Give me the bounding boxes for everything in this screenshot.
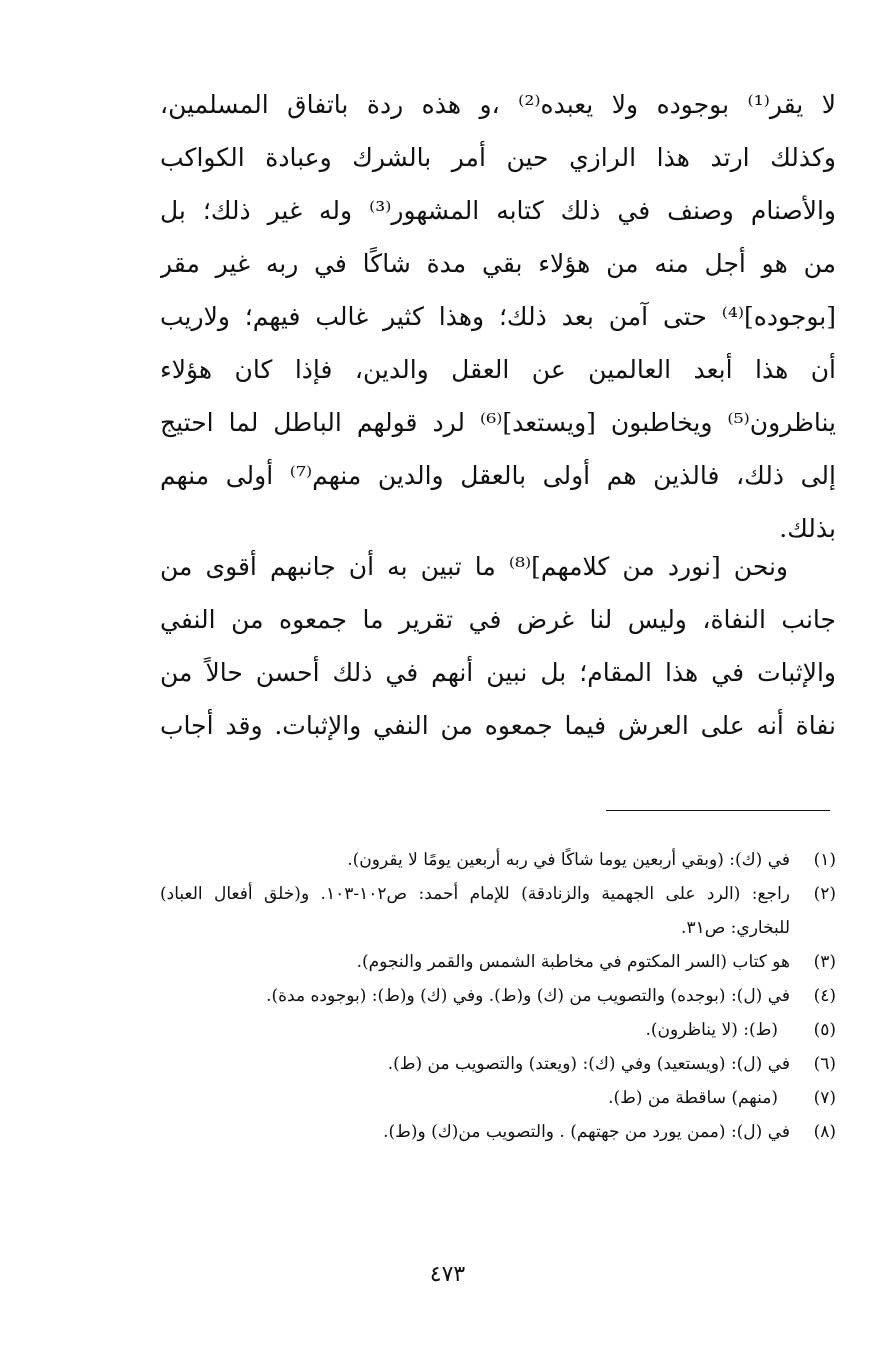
text-line: نفاة أنه على العرش فيما جمعوه من النفي والإثبات. وقد أجاب [160, 711, 836, 740]
page-number: ٤٧٣ [429, 1262, 466, 1287]
footnotes [160, 843, 836, 1149]
text-line: لا يقر⁽¹⁾ بوجوده ولا يعبده⁽²⁾ ،و هذه ردة باتفاق المسلمين، [160, 90, 836, 119]
footnote-number: (٧) [813, 1088, 836, 1108]
footnote-text: في (ل): (ممن يورد من جهتهم) . والتصويب من(ك) و(ط). [383, 1122, 790, 1142]
footnote-number: (٥) [813, 1020, 836, 1040]
paragraph-1 [160, 78, 836, 555]
footnote [160, 945, 836, 979]
footnote-number: (٦) [813, 1054, 836, 1074]
footnote [160, 979, 836, 1013]
footnote-number: (٨) [813, 1122, 836, 1142]
footnote-number: (٤) [813, 986, 836, 1006]
footnote-number: (٢) [813, 884, 836, 904]
text-line: والأصنام وصنف في ذلك كتابه المشهور⁽³⁾ وله غير ذلك؛ بل [160, 196, 836, 225]
footnote [160, 1013, 836, 1047]
text-line: إلى ذلك، فالذين هم أولى بالعقل والدين منهم⁽⁷⁾ أولى منهم [160, 461, 836, 490]
footnote [160, 1081, 836, 1115]
text-line: بذلك. [779, 514, 836, 543]
text-line: والإثبات في هذا المقام؛ بل نبين أنهم في ذلك أحسن حالاً من [160, 658, 836, 687]
footnote-text: راجع: (الرد على الجهمية والزنادقة) للإمام أحمد: ص١٠٢-١٠٣. و(خلق أفعال العباد) للبخاري: ص٣١. [160, 884, 790, 938]
footnote-text: (منهم) ساقطة من (ط). [608, 1088, 778, 1108]
footnote-text: هو كتاب (السر المكتوم في مخاطبة الشمس والقمر والنجوم). [356, 952, 790, 972]
text-line: من هو أجل منه من هؤلاء بقي مدة شاكًا في ربه غير مقر [160, 249, 836, 278]
text-line: ونحن [نورد من كلامهم]⁽⁸⁾ ما تبين به أن جانبهم أقوى من [160, 552, 788, 581]
text-line: أن هذا أبعد العالمين عن العقل والدين، فإذا كان هؤلاء [160, 355, 836, 384]
text-line: [بوجوده]⁽⁴⁾ حتى آمن بعد ذلك؛ وهذا كثير غالب فيهم؛ ولاريب [160, 302, 836, 331]
footnote [160, 843, 836, 877]
footnote [160, 877, 836, 945]
text-line: جانب النفاة، وليس لنا غرض في تقرير ما جمعوه من النفي [160, 605, 836, 634]
footnote-divider [606, 810, 830, 811]
footnote-text: (ط): (لا يناظرون). [645, 1020, 778, 1040]
footnote-number: (١) [813, 850, 836, 870]
footnote-number: (٣) [813, 952, 836, 972]
paragraph-2 [160, 540, 836, 752]
footnote [160, 1115, 836, 1149]
footnote-text: في (ل): (ويستعيد) وفي (ك): (ويعتد) والتصويب من (ط). [387, 1054, 790, 1074]
footnote-text: في (ك): (وبقي أربعين يوما شاكًا في ربه أربعين يومًا لا يقرون). [347, 850, 790, 870]
footnote-text: في (ل): (بوجده) والتصويب من (ك) و(ط). وفي (ك) و(ط): (بوجوده مدة). [266, 986, 790, 1006]
footnote [160, 1047, 836, 1081]
text-line: يناظرون⁽⁵⁾ ويخاطبون [ويستعد]⁽⁶⁾ لرد قولهم الباطل لما احتيج [160, 408, 836, 437]
text-line: وكذلك ارتد هذا الرازي حين أمر بالشرك وعبادة الكواكب [160, 143, 836, 172]
